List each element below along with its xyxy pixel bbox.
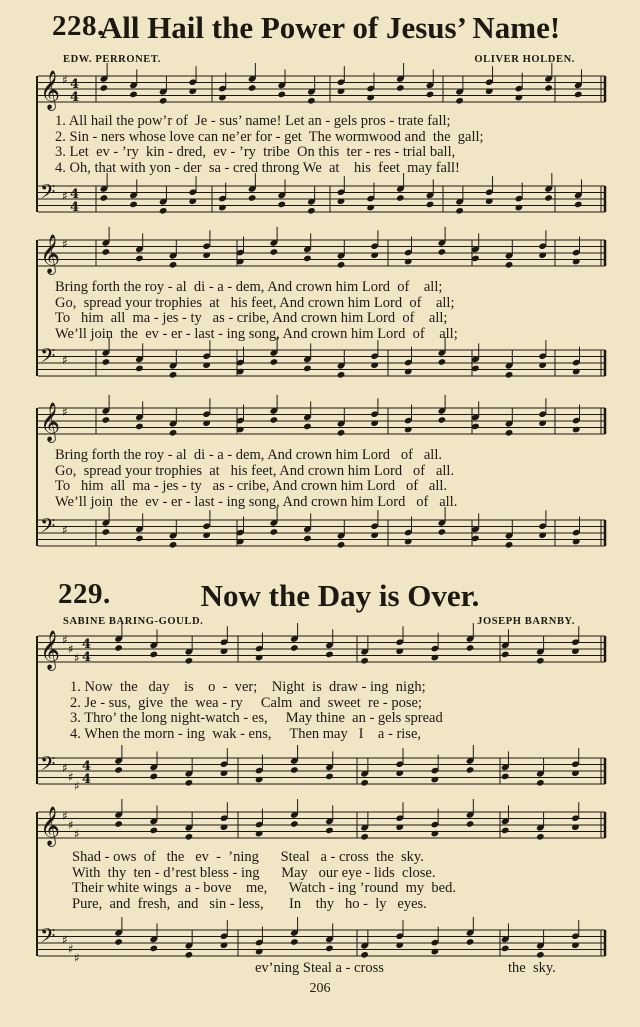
note-head bbox=[169, 429, 178, 437]
note-head bbox=[149, 945, 158, 953]
treble-clef-icon: 𝄞 bbox=[40, 630, 61, 670]
note-head bbox=[325, 651, 334, 659]
treble-clef-icon: 𝄞 bbox=[40, 402, 61, 442]
sharp-icon: ♯ bbox=[68, 642, 74, 656]
note-head bbox=[505, 261, 514, 269]
note-head bbox=[404, 258, 413, 266]
note-head bbox=[431, 830, 440, 838]
lyric-line: 2. Sin - ners whose love can ne’er for - get The wormwood and the gall; bbox=[55, 128, 484, 145]
lyric-line: Pure, and fresh, and sin - less, In thy ho - ly eyes. bbox=[72, 895, 427, 912]
note-head bbox=[114, 938, 123, 946]
sharp-icon: ♯ bbox=[62, 189, 68, 203]
note-head bbox=[437, 416, 446, 424]
hymn-229-author: SABINE BARING-GOULD. bbox=[63, 616, 204, 627]
treble-clef-icon: 𝄞 bbox=[40, 70, 61, 110]
note-head bbox=[466, 644, 475, 652]
note-head bbox=[290, 644, 299, 652]
note-head bbox=[135, 365, 144, 373]
note-head bbox=[277, 201, 286, 209]
note-head bbox=[536, 779, 545, 787]
note-head bbox=[360, 951, 369, 959]
bass-clef-icon: 𝄢 bbox=[40, 514, 56, 542]
note-head bbox=[426, 91, 435, 99]
time-signature-top: 4 bbox=[70, 77, 80, 92]
bass-clef-icon: 𝄢 bbox=[40, 924, 56, 952]
note-head bbox=[303, 535, 312, 543]
note-head bbox=[101, 528, 110, 536]
sharp-icon: ♯ bbox=[74, 779, 80, 793]
note-head bbox=[501, 773, 510, 781]
note-head bbox=[431, 776, 440, 784]
note-head bbox=[501, 945, 510, 953]
note-head bbox=[248, 194, 257, 202]
note-head bbox=[277, 91, 286, 99]
note-head bbox=[437, 248, 446, 256]
note-head bbox=[159, 97, 168, 105]
sharp-icon: ♯ bbox=[62, 405, 68, 419]
note-head bbox=[536, 657, 545, 665]
note-head bbox=[290, 820, 299, 828]
note-head bbox=[505, 541, 514, 549]
sharp-icon: ♯ bbox=[74, 827, 80, 841]
sharp-icon: ♯ bbox=[68, 770, 74, 784]
sharp-icon: ♯ bbox=[62, 353, 68, 367]
note-head bbox=[360, 779, 369, 787]
note-head bbox=[544, 194, 553, 202]
hymn-228-system-2-lyrics bbox=[55, 280, 590, 342]
note-head bbox=[515, 204, 524, 212]
note-head bbox=[218, 94, 227, 102]
bass-clef-icon: 𝄢 bbox=[40, 344, 56, 372]
lyric-line: To him all ma - jes - ty as - cribe, And crown him Lord of all; bbox=[55, 310, 448, 326]
hymn-229-number: 229. bbox=[58, 578, 111, 610]
note-head bbox=[515, 94, 524, 102]
note-head bbox=[248, 84, 257, 92]
hymn-229-title: Now the Day is Over. bbox=[200, 578, 480, 613]
bass-lyric-right: the sky. bbox=[508, 960, 556, 976]
note-head bbox=[572, 258, 581, 266]
note-head bbox=[366, 204, 375, 212]
note-head bbox=[114, 820, 123, 828]
sharp-icon: ♯ bbox=[62, 933, 68, 947]
note-head bbox=[325, 827, 334, 835]
note-head bbox=[505, 429, 514, 437]
note-head bbox=[129, 201, 138, 209]
note-head bbox=[536, 951, 545, 959]
note-head bbox=[337, 261, 346, 269]
note-head bbox=[149, 651, 158, 659]
lyric-line: We’ll join the ev - er - last - ing song, And crown him Lord of all; bbox=[55, 325, 458, 342]
note-head bbox=[303, 423, 312, 431]
note-head bbox=[129, 91, 138, 99]
note-head bbox=[431, 654, 440, 662]
note-head bbox=[337, 541, 346, 549]
note-head bbox=[337, 429, 346, 437]
lyric-line: Their white wings a - bove me, Watch - ing ’round my bed. bbox=[72, 880, 456, 896]
note-head bbox=[185, 779, 194, 787]
note-head bbox=[455, 97, 464, 105]
time-signature-bottom: 4 bbox=[70, 200, 80, 215]
note-head bbox=[101, 416, 110, 424]
note-head bbox=[149, 827, 158, 835]
lyric-line: 3. Thro’ the long night-watch - es, May thine an - gels spread bbox=[70, 710, 443, 726]
note-head bbox=[169, 541, 178, 549]
note-head bbox=[574, 91, 583, 99]
note-head bbox=[572, 368, 581, 376]
note-head bbox=[466, 938, 475, 946]
lyric-line: To him all ma - jes - ty as - cribe, And crown him Lord of all. bbox=[55, 478, 448, 494]
lyric-line: With thy ten - d’rest bless - ing May our eye - lids close. bbox=[72, 864, 436, 881]
note-head bbox=[337, 371, 346, 379]
note-head bbox=[114, 766, 123, 774]
sharp-icon: ♯ bbox=[74, 651, 80, 665]
note-head bbox=[269, 528, 278, 536]
lyric-line: Shad - ows of the ev - ’ning Steal a - cross the sky. bbox=[72, 849, 424, 865]
note-head bbox=[185, 657, 194, 665]
time-signature-bottom: 4 bbox=[82, 650, 92, 665]
note-head bbox=[426, 201, 435, 209]
note-head bbox=[455, 207, 464, 215]
hymn-229-system-1-lyrics bbox=[70, 680, 605, 742]
note-head bbox=[396, 84, 405, 92]
note-head bbox=[135, 255, 144, 263]
note-head bbox=[101, 358, 110, 366]
bass-clef-icon: 𝄢 bbox=[40, 180, 56, 208]
lyric-line: Bring forth the roy - al di - a - dem, And crown him Lord of all. bbox=[55, 447, 442, 463]
note-head bbox=[101, 248, 110, 256]
hymn-229-system-2-lyrics bbox=[72, 850, 607, 912]
note-head bbox=[185, 951, 194, 959]
sharp-icon: ♯ bbox=[62, 523, 68, 537]
time-signature-bottom: 4 bbox=[70, 90, 80, 105]
note-head bbox=[360, 657, 369, 665]
note-head bbox=[505, 371, 514, 379]
sharp-icon: ♯ bbox=[62, 809, 68, 823]
note-head bbox=[255, 948, 264, 956]
note-head bbox=[307, 207, 316, 215]
note-head bbox=[185, 833, 194, 841]
note-head bbox=[572, 538, 581, 546]
note-head bbox=[572, 426, 581, 434]
note-head bbox=[360, 833, 369, 841]
note-head bbox=[149, 773, 158, 781]
note-head bbox=[269, 248, 278, 256]
hymn-228-title: All Hail the Power of Jesus’ Name! bbox=[99, 10, 561, 45]
note-head bbox=[396, 194, 405, 202]
note-head bbox=[466, 820, 475, 828]
lyric-line: Bring forth the roy - al di - a - dem, And crown him Lord of all; bbox=[55, 279, 443, 295]
note-head bbox=[431, 948, 440, 956]
sharp-icon: ♯ bbox=[62, 761, 68, 775]
note-head bbox=[135, 423, 144, 431]
note-head bbox=[100, 194, 109, 202]
note-head bbox=[366, 94, 375, 102]
note-head bbox=[303, 365, 312, 373]
lyric-line: 2. Je - sus, give the wea - ry Calm and sweet re - pose; bbox=[70, 694, 422, 711]
sharp-icon: ♯ bbox=[62, 237, 68, 251]
time-signature-top: 4 bbox=[82, 637, 92, 652]
hymn-228-system-1-lyrics bbox=[55, 114, 590, 176]
lyric-line: 3. Let ev - ’ry kin - dred, ev - ’ry tribe On this ter - res - trial ball, bbox=[55, 144, 456, 160]
note-head bbox=[100, 84, 109, 92]
lyric-line: Go, spread your trophies at his feet, And crown him Lord of all. bbox=[55, 462, 455, 479]
note-head bbox=[437, 358, 446, 366]
note-head bbox=[269, 358, 278, 366]
sharp-icon: ♯ bbox=[62, 633, 68, 647]
note-head bbox=[255, 776, 264, 784]
time-signature-top: 4 bbox=[70, 187, 80, 202]
note-head bbox=[544, 84, 553, 92]
bass-lyric-left: ev’ning Steal a - cross bbox=[255, 960, 384, 976]
note-head bbox=[536, 833, 545, 841]
note-head bbox=[169, 261, 178, 269]
sharp-icon: ♯ bbox=[74, 951, 80, 965]
note-head bbox=[404, 368, 413, 376]
note-head bbox=[159, 207, 168, 215]
note-head bbox=[404, 538, 413, 546]
lyric-line: 1. All hail the pow’r of Je - sus’ name! Let an - gels pros - trate fall; bbox=[55, 113, 451, 129]
note-head bbox=[307, 97, 316, 105]
treble-clef-icon: 𝄞 bbox=[40, 806, 61, 846]
note-head bbox=[218, 204, 227, 212]
note-head bbox=[290, 938, 299, 946]
time-signature-bottom: 4 bbox=[82, 772, 92, 787]
hymn-228-composer: OLIVER HOLDEN. bbox=[474, 54, 575, 65]
note-head bbox=[290, 766, 299, 774]
note-head bbox=[437, 528, 446, 536]
note-head bbox=[169, 371, 178, 379]
hymn-228-author: EDW. PERRONET. bbox=[63, 54, 161, 65]
sharp-icon: ♯ bbox=[68, 818, 74, 832]
note-head bbox=[114, 644, 123, 652]
time-signature-top: 4 bbox=[82, 759, 92, 774]
lyric-line: 1. Now the day is o - ver; Night is draw - ing nigh; bbox=[70, 679, 426, 695]
note-head bbox=[255, 830, 264, 838]
note-head bbox=[404, 426, 413, 434]
lyric-line: We’ll join the ev - er - last - ing song, And crown him Lord of all. bbox=[55, 493, 458, 510]
note-head bbox=[501, 827, 510, 835]
note-head bbox=[574, 201, 583, 209]
lyric-line: Go, spread your trophies at his feet, And crown him Lord of all; bbox=[55, 294, 455, 311]
note-head bbox=[501, 651, 510, 659]
hymn-229-composer: JOSEPH BARNBY. bbox=[477, 616, 575, 627]
note-head bbox=[325, 945, 334, 953]
lyric-line: 4. When the morn - ing wak - ens, Then may I a - rise, bbox=[70, 725, 422, 742]
note-head bbox=[325, 773, 334, 781]
note-head bbox=[255, 654, 264, 662]
sharp-icon: ♯ bbox=[68, 942, 74, 956]
sharp-icon: ♯ bbox=[62, 73, 68, 87]
hymn-228-system-3-lyrics bbox=[55, 448, 590, 510]
lyric-line: 4. Oh, that with yon - der sa - cred throng We at his feet may fall! bbox=[55, 159, 460, 176]
note-head bbox=[303, 255, 312, 263]
note-head bbox=[466, 766, 475, 774]
bass-clef-icon: 𝄢 bbox=[40, 752, 56, 780]
page-number: 206 bbox=[309, 981, 331, 996]
note-head bbox=[135, 535, 144, 543]
hymn-228-number: 228. bbox=[52, 10, 105, 42]
note-head bbox=[269, 416, 278, 424]
treble-clef-icon: 𝄞 bbox=[40, 234, 61, 274]
